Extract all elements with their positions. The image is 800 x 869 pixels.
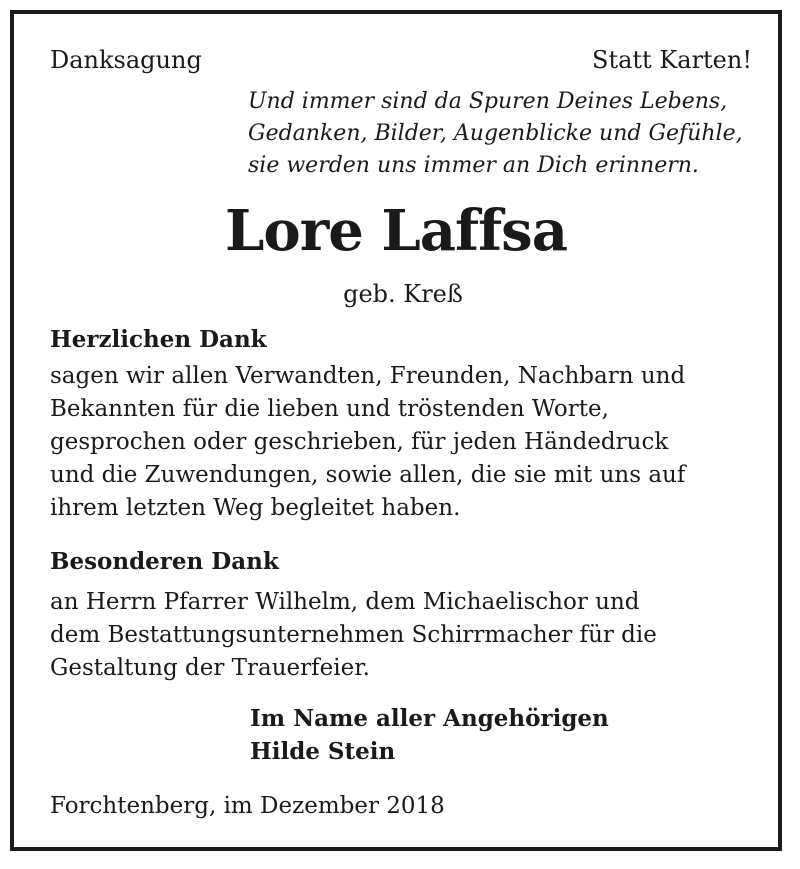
maiden-name: geb. Kreß [343, 280, 463, 308]
place-date: Forchtenberg, im Dezember 2018 [50, 793, 445, 819]
paragraph-line: gesprochen oder geschrieben, für jeden Händedruck [50, 429, 669, 455]
signature-line: Im Name aller Angehörigen [250, 705, 609, 732]
section-heading-herzlichen-dank: Herzlichen Dank [50, 326, 267, 353]
thanks-paragraph [50, 360, 685, 525]
paragraph-line: sagen wir allen Verwandten, Freunden, Nachbarn und [50, 363, 686, 389]
paragraph-line: ihrem letzten Weg begleitet haben. [50, 495, 461, 521]
paragraph-line: dem Bestattungsunternehmen Schirrmacher für die [50, 622, 657, 648]
poem-verse [248, 86, 743, 182]
notice-frame [10, 10, 782, 851]
signature-block [250, 702, 609, 768]
poem-line: Gedanken, Bilder, Augenblicke und Gefühle, [248, 121, 743, 146]
signature-name: Hilde Stein [250, 738, 396, 765]
paragraph-line: an Herrn Pfarrer Wilhelm, dem Michaelischor und [50, 589, 640, 615]
notice-type-label: Danksagung [50, 46, 202, 74]
deceased-name: Lore Laffsa [224, 198, 567, 264]
statt-karten-label: Statt Karten! [592, 46, 752, 74]
paragraph-line: und die Zuwendungen, sowie allen, die sie mit uns auf [50, 462, 686, 488]
section-heading-besonderen-dank: Besonderen Dank [50, 548, 279, 575]
poem-line: sie werden uns immer an Dich erinnern. [248, 153, 699, 178]
special-thanks-paragraph [50, 586, 657, 685]
paragraph-line: Bekannten für die lieben und tröstenden Worte, [50, 396, 609, 422]
paragraph-line: Gestaltung der Trauerfeier. [50, 655, 370, 681]
poem-line: Und immer sind da Spuren Deines Lebens, [248, 89, 728, 114]
